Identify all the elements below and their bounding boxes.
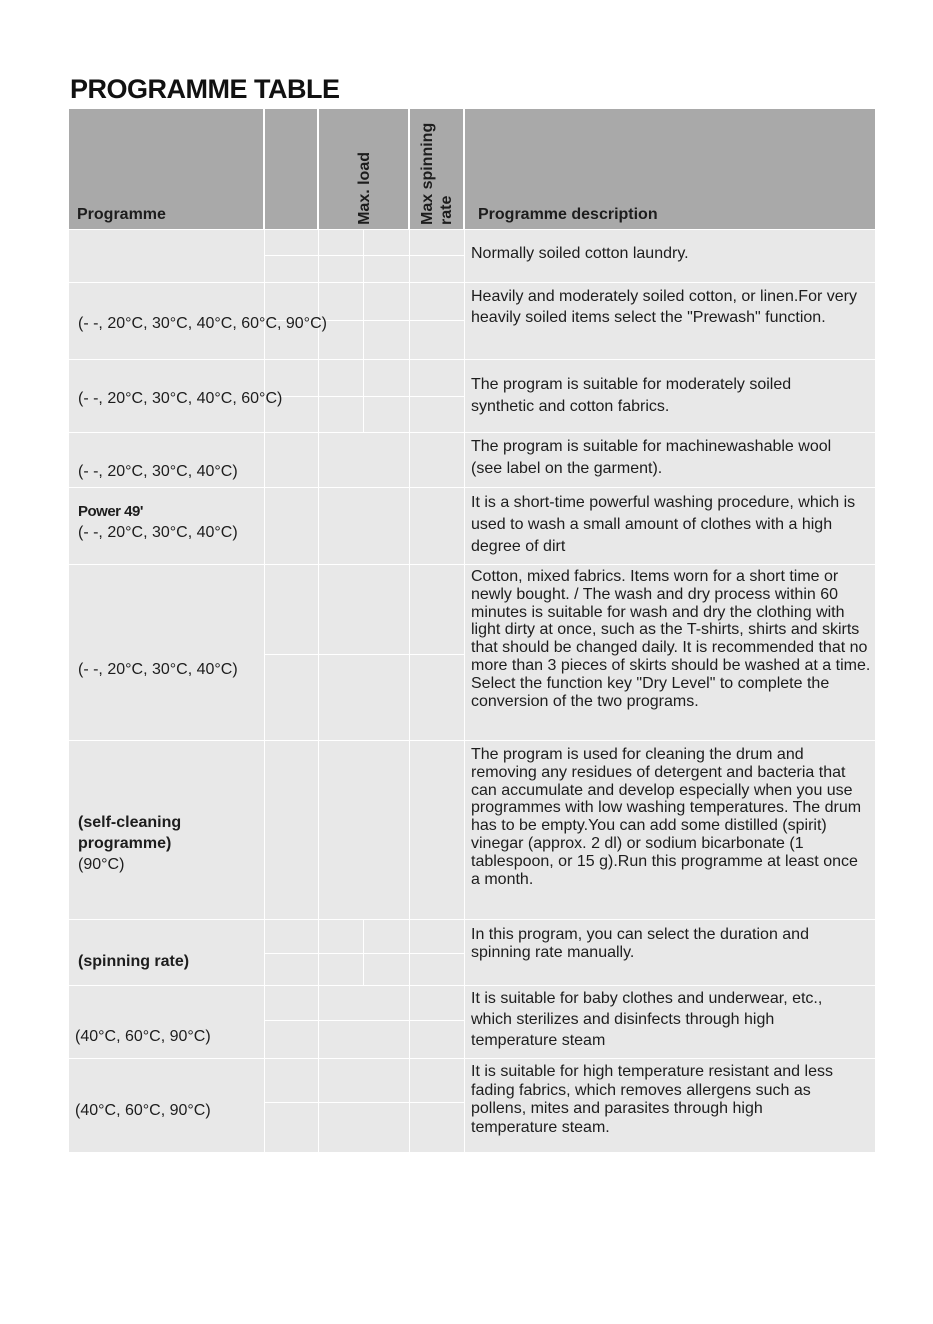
row-7-programme [78, 812, 228, 875]
row-5-description: It is a short-time powerful washing procedure, which is used to wash a small amount of clothes with a high degree of dirt [471, 494, 856, 555]
row-4-description: The program is suitable for machinewashable wool (see label on the garment). [471, 438, 832, 477]
row-1-description: Normally soiled cotton laundry. [471, 245, 689, 262]
row-8-programme [78, 951, 189, 972]
header-programme-label: Programme [77, 206, 166, 223]
row-3-temps: (- -, 20°C, 30°C, 40°C, 60°C) [78, 390, 283, 407]
row-3-description: The program is suitable for moderately soiled synthetic and cotton fabrics. [471, 376, 792, 415]
row-5-name: Power 49' [78, 503, 143, 520]
row-2-description: Heavily and moderately soiled cotton, or linen.For very heavily soiled items select the "Prewash" function. [471, 288, 857, 326]
row-5-programme [78, 501, 238, 543]
header-programme [69, 109, 263, 229]
row-5-temps: (- -, 20°C, 30°C, 40°C) [78, 524, 238, 541]
row-10-description: It is suitable for high temperature resistant and less fading fabrics, which removes allergens such as pollens, mites and parasites through high temperature steam. [471, 1063, 833, 1136]
row-2-temps: (- -, 20°C, 30°C, 40°C, 60°C, 90°C) [78, 315, 327, 332]
row-8-name: (spinning rate) [78, 953, 190, 970]
row-4-temps: (- -, 20°C, 30°C, 40°C) [78, 463, 238, 480]
header-max-load [319, 109, 408, 229]
row-6-temps: (- -, 20°C, 30°C, 40°C) [78, 661, 238, 678]
row-9-temps: (40°C, 60°C, 90°C) [75, 1028, 211, 1045]
header-max-spin-label: Max spinning rate [419, 122, 455, 225]
header-max-spin [410, 109, 463, 229]
row-9-description: It is suitable for baby clothes and underwear, etc., which sterilizes and disinfects through high temperature steam [471, 990, 823, 1049]
row-6-description: Cotton, mixed fabrics. Items worn for a short time or newly bought. / The wash and dry process within 60 minutes is suitable for wash and dry the clothing with light dirty at once, such as the T-shirts, shirts and skirts that should be changed daily. It is recommended that no more than 3 pieces of skirts should be washed at a time. Select the function key "Dry Level" to complete the conversion of the two programs. [471, 568, 871, 710]
header-blank [265, 109, 317, 229]
page-title: PROGRAMME TABLE [70, 74, 340, 104]
row-8-description: In this program, you can select the duration and spinning rate manually. [471, 926, 809, 961]
row-7-temps: (90°C) [78, 856, 125, 873]
header-max-load-label: Max. load [356, 152, 373, 225]
header-description [465, 109, 875, 229]
header-description-label: Programme description [478, 206, 658, 223]
row-10-temps: (40°C, 60°C, 90°C) [75, 1102, 211, 1119]
row-7-name: (self-cleaning programme) [78, 814, 182, 852]
row-7-description: The program is used for cleaning the drum and removing any residues of detergent and bacteria that can accumulate and develop especially when you use programmes with low washing temperatures. The drum has to be empty.You can add some distilled (spirit) vinegar (approx. 2 dl) or sodium bicarbonate (1 tablespoon, or 15 g).Run this programme at least once a month. [471, 746, 862, 888]
programme-table [69, 109, 875, 1152]
